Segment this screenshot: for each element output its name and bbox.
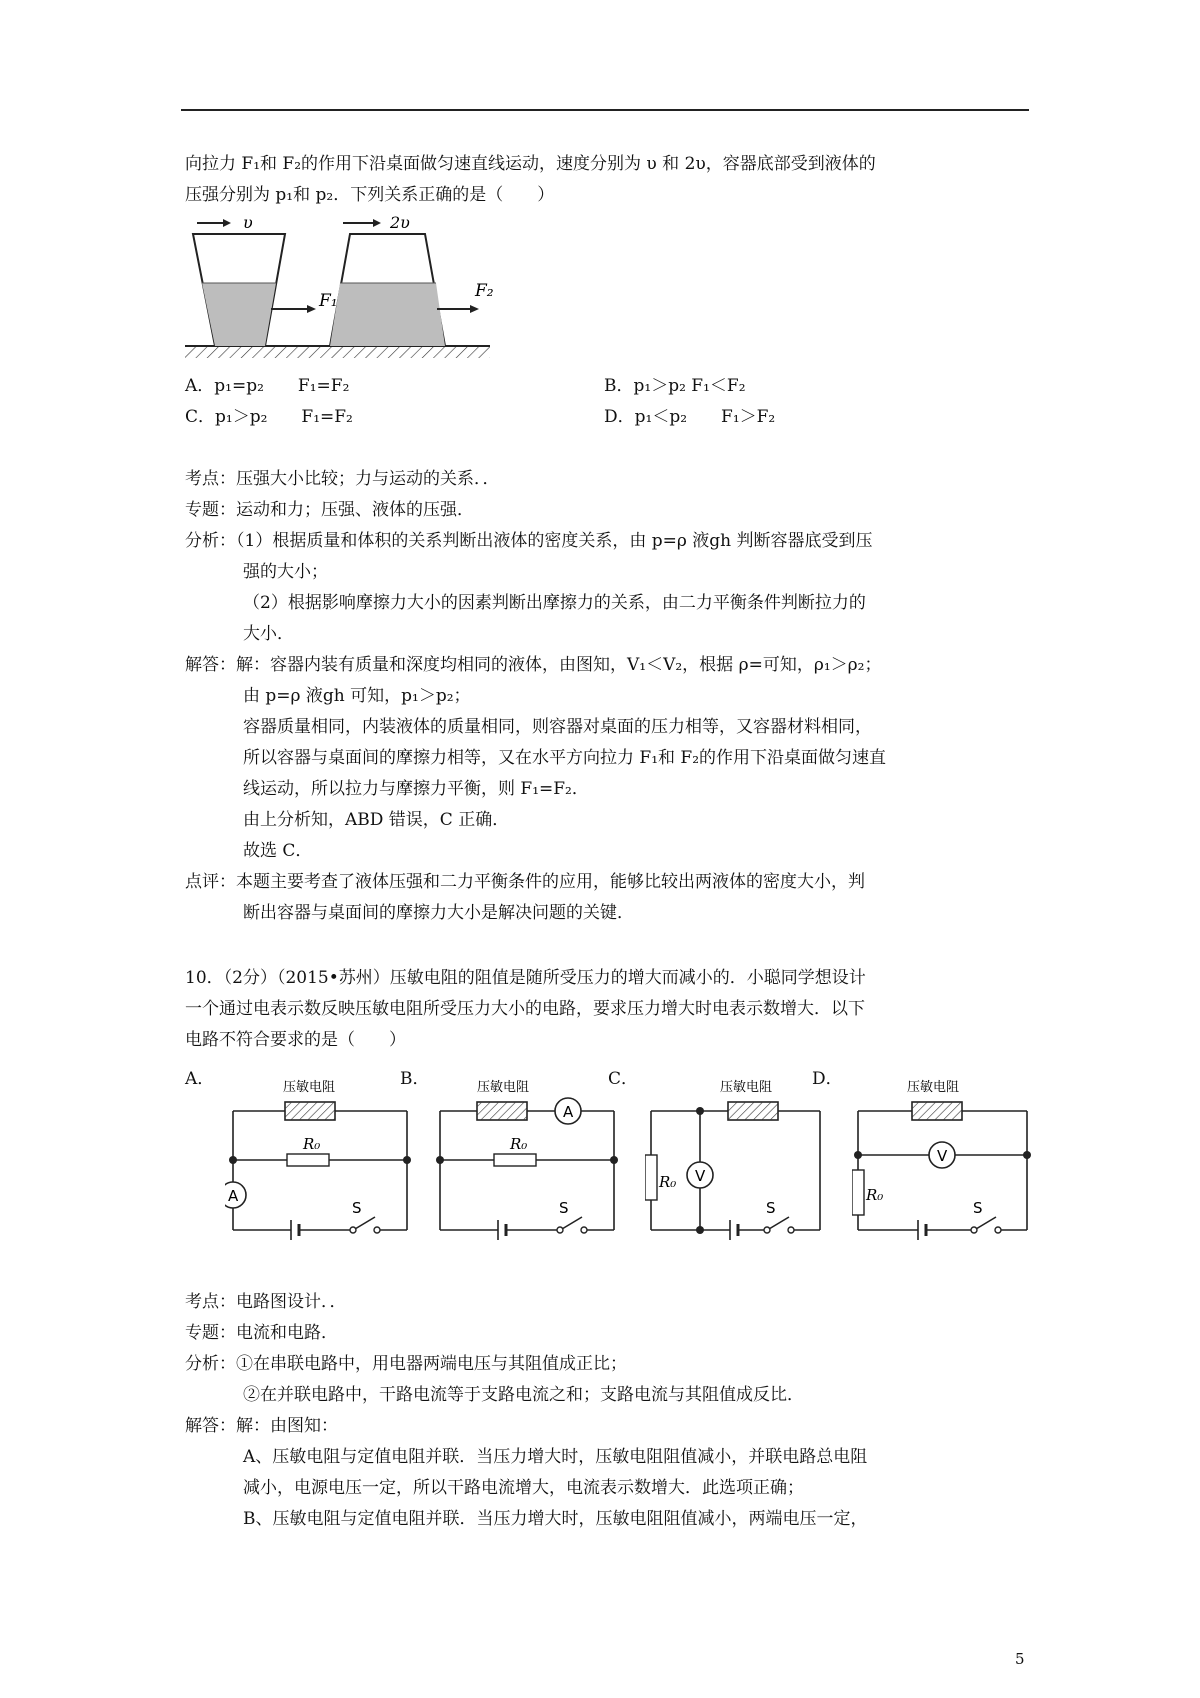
- q9-jieda-7: 故选 C．: [243, 841, 313, 861]
- q9-stem-line1: 向拉力 F₁和 F₂的作用下沿桌面做匀速直线运动，速度分别为 υ 和 2υ，容器底部受到液体的: [185, 154, 876, 174]
- q9-fenxi-2b: 大小．: [243, 624, 294, 644]
- circuit-c-r0: R₀: [659, 1173, 677, 1191]
- circuit-b-letter: B．: [400, 1069, 430, 1089]
- circuit-d-r0: R₀: [866, 1186, 884, 1204]
- q10-jieda-a1: A、压敏电阻与定值电阻并联．当压力增大时，压敏电阻阻值减小，并联电路总电阻: [243, 1447, 868, 1467]
- q10-fenxi-1: 分析：①在串联电路中，用电器两端电压与其阻值成正比；: [185, 1354, 627, 1374]
- q9-option-d: D．p₁＜p₂ F₁＞F₂: [604, 407, 776, 427]
- q10-stem-line3: 电路不符合要求的是（ ）: [185, 1030, 406, 1050]
- q9-option-c: C．p₁＞p₂ F₁=F₂: [185, 407, 353, 427]
- circuit-d-diagram: [852, 1075, 1037, 1245]
- f2-label: F₂: [475, 281, 494, 301]
- q9-fenxi-1a: 分析：（1）根据质量和体积的关系判断出液体的密度关系，由 p=ρ 液gh 判断容器底受到压: [185, 531, 873, 551]
- circuit-d-meter: V: [937, 1147, 948, 1165]
- q10-fenxi-2: ②在并联电路中，干路电流等于支路电流之和；支路电流与其阻值成反比．: [243, 1385, 804, 1405]
- circuit-a-switch: S: [352, 1199, 362, 1217]
- q9-dianping-1: 点评：本题主要考查了液体压强和二力平衡条件的应用，能够比较出两液体的密度大小，判: [185, 872, 865, 892]
- circuit-a-letter: A．: [185, 1069, 215, 1089]
- circuit-a-r0: R₀: [303, 1135, 321, 1153]
- q9-jieda-2: 由 p=ρ 液gh 可知，p₁＞p₂；: [243, 686, 471, 706]
- q9-option-b: B．p₁＞p₂ F₁＜F₂: [604, 376, 746, 396]
- circuit-c-meter: V: [695, 1167, 706, 1185]
- circuit-c-switch: S: [766, 1199, 776, 1217]
- circuit-d-letter: D．: [812, 1069, 843, 1089]
- circuit-b-switch: S: [559, 1199, 569, 1217]
- circuit-c-letter: C．: [608, 1069, 639, 1089]
- q10-zhuanti: 专题：电流和电路．: [185, 1323, 338, 1343]
- q10-kaodian: 考点：电路图设计．．: [185, 1292, 347, 1312]
- circuit-d-top-label: 压敏电阻: [907, 1080, 960, 1095]
- q9-jieda-6: 由上分析知，ABD 错误，C 正确．: [243, 810, 510, 830]
- q9-jieda-5: 线运动，所以拉力与摩擦力平衡，则 F₁=F₂．: [243, 779, 589, 799]
- q10-stem-line2: 一个通过电表示数反映压敏电阻所受压力大小的电路，要求压力增大时电表示数增大．以下: [185, 999, 865, 1019]
- circuit-b-top-label: 压敏电阻: [477, 1080, 530, 1095]
- q9-jieda-1: 解答：解：容器内装有质量和深度均相同的液体，由图知，V₁＜V₂，根据 ρ=可知，ρ₁＞ρ₂；: [185, 655, 882, 675]
- circuit-c-top-label: 压敏电阻: [720, 1080, 773, 1095]
- q9-kaodian: 考点：压强大小比较；力与运动的关系．．: [185, 469, 500, 489]
- circuit-a-meter: A: [228, 1187, 239, 1205]
- v2-label: 2υ: [390, 213, 410, 232]
- q9-zhuanti: 专题：运动和力；压强、液体的压强．: [185, 500, 474, 520]
- circuit-b-meter: A: [563, 1103, 574, 1121]
- q10-stem-line1: 10．（2分）（2015•苏州）压敏电阻的阻值是随所受压力的增大而减小的．小聪同学想设计: [185, 968, 866, 988]
- f1-label: F₁: [319, 291, 338, 311]
- q9-stem-line2: 压强分别为 p₁和 p₂．下列关系正确的是（ ）: [185, 185, 555, 205]
- v1-label: υ: [243, 213, 253, 232]
- page-number: 5: [1015, 1650, 1025, 1668]
- q9-jieda-3: 容器质量相同，内装液体的质量相同，则容器对桌面的压力相等，又容器材料相同，: [243, 717, 872, 737]
- header-rule: [181, 109, 1029, 111]
- q9-fenxi-1b: 强的大小；: [243, 562, 328, 582]
- q9-option-a: A．p₁=p₂ F₁=F₂: [185, 376, 350, 396]
- q9-jieda-4: 所以容器与桌面间的摩擦力相等，又在水平方向拉力 F₁和 F₂的作用下沿桌面做匀速直: [243, 748, 887, 768]
- circuit-b-r0: R₀: [510, 1135, 528, 1153]
- circuit-c-diagram: [645, 1075, 830, 1245]
- q10-jieda-b1: B、压敏电阻与定值电阻并联．当压力增大时，压敏电阻阻值减小，两端电压一定，: [243, 1509, 868, 1529]
- q10-jieda-a2: 减小，电源电压一定，所以干路电流增大，电流表示数增大．此选项正确；: [243, 1478, 804, 1498]
- circuit-a-diagram: [225, 1075, 415, 1245]
- q9-fenxi-2a: （2）根据影响摩擦力大小的因素判断出摩擦力的关系，由二力平衡条件判断拉力的: [243, 593, 866, 613]
- q10-jieda-0: 解答：解：由图知：: [185, 1416, 338, 1436]
- circuit-d-switch: S: [973, 1199, 983, 1217]
- q9-container-figure: [185, 210, 495, 360]
- q9-dianping-2: 断出容器与桌面间的摩擦力大小是解决问题的关键．: [243, 903, 634, 923]
- circuit-a-top-label: 压敏电阻: [283, 1080, 336, 1095]
- circuit-b-diagram: [432, 1075, 622, 1245]
